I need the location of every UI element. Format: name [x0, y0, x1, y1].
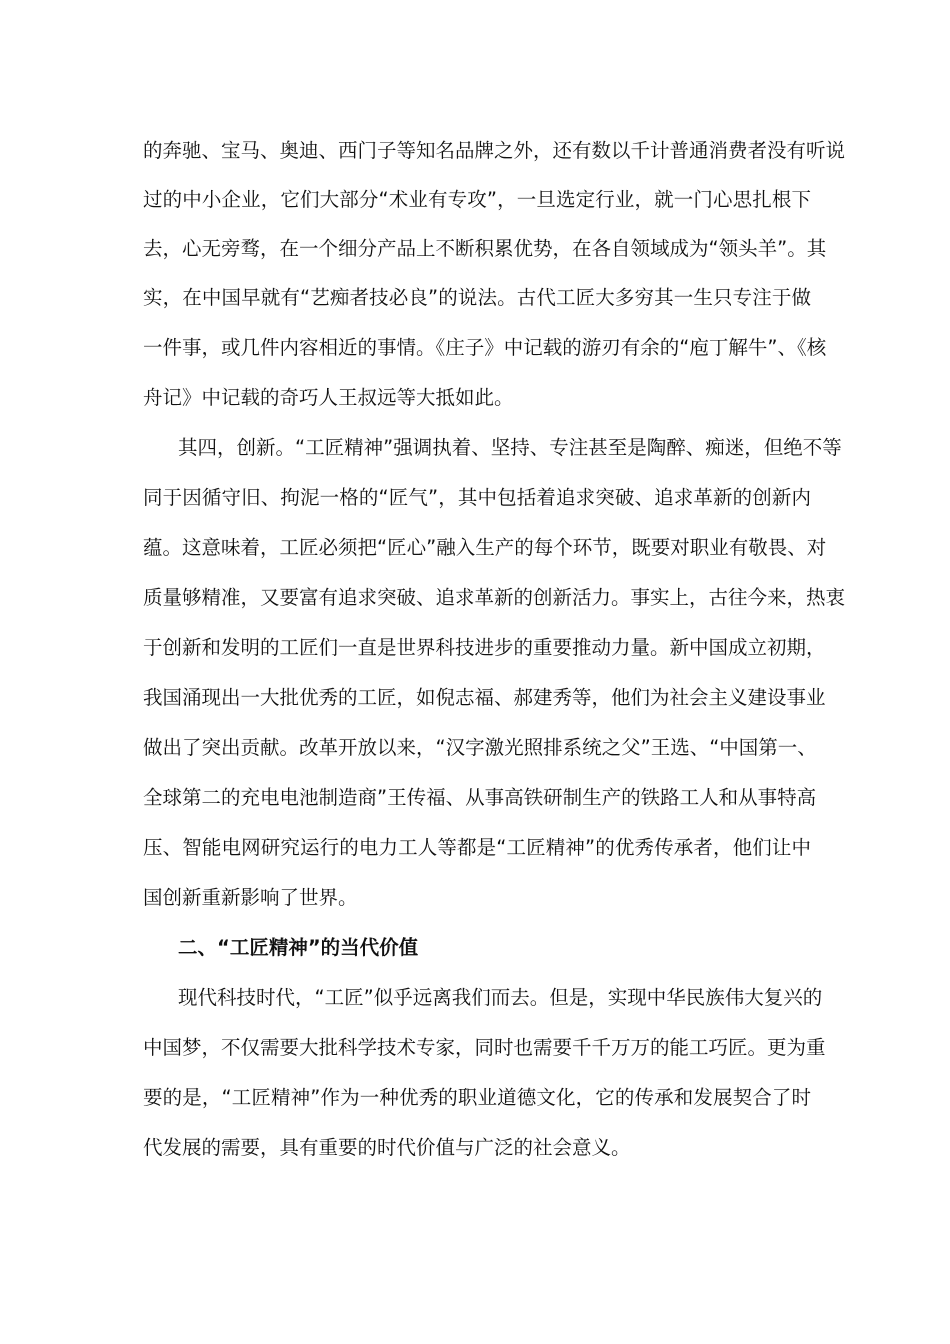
section-heading: 二、“工匠精神”的当代价值 [178, 936, 419, 959]
text-line: 于创新和发明的工匠们一直是世界科技进步的重要推动力量。新中国成立初期， [143, 636, 826, 659]
text-line: 一件事，或几件内容相近的事情。《庄子》中记载的游刃有余的“庖丁解牛”、《核 [143, 336, 827, 359]
text-line: 去，心无旁骛，在一个细分产品上不断积累优势，在各自领域成为“领头羊”。其 [143, 237, 827, 260]
text-line: 的奔驰、宝马、奥迪、西门子等知名品牌之外，还有数以千计普通消费者没有听说 [143, 139, 846, 162]
text-line: 舟记》中记载的奇巧人王叔远等大抵如此。 [143, 386, 514, 409]
text-line: 我国涌现出一大批优秀的工匠，如倪志福、郝建秀等，他们为社会主义建设事业 [143, 686, 826, 709]
text-line: 过的中小企业，它们大部分“术业有专攻”，一旦选定行业，就一门心思扎根下 [143, 188, 811, 211]
text-line: 代发展的需要，具有重要的时代价值与广泛的社会意义。 [143, 1136, 631, 1159]
text-line: 要的是，“工匠精神”作为一种优秀的职业道德文化，它的传承和发展契合了时 [143, 1086, 811, 1109]
text-line: 国创新重新影响了世界。 [143, 886, 358, 909]
text-line: 蕴。这意味着，工匠必须把“匠心”融入生产的每个环节，既要对职业有敬畏、对 [143, 536, 827, 559]
text-line: 同于因循守旧、拘泥一格的“匠气”，其中包括着追求突破、追求革新的创新内 [143, 486, 811, 509]
text-line: 实，在中国早就有“艺痴者技必良”的说法。古代工匠大多穷其一生只专注于做 [143, 286, 811, 309]
paragraph-start-line: 其四，创新。“工匠精神”强调执着、坚持、专注甚至是陶醉、痴迷，但绝不等 [178, 436, 842, 459]
text-line: 质量够精准，又要富有追求突破、追求革新的创新活力。事实上，古往今来，热衷 [143, 586, 846, 609]
text-line: 压、智能电网研究运行的电力工人等都是“工匠精神”的优秀传承者，他们让中 [143, 836, 811, 859]
text-line: 中国梦，不仅需要大批科学技术专家，同时也需要千千万万的能工巧匠。更为重 [143, 1036, 826, 1059]
text-line: 做出了突出贡献。改革开放以来，“汉字激光照排系统之父”王选、“中国第一、 [143, 736, 817, 759]
text-line: 全球第二的充电电池制造商”王传福、从事高铁研制生产的铁路工人和从事特高 [143, 786, 817, 809]
paragraph-start-line: 现代科技时代，“工匠”似乎远离我们而去。但是，实现中华民族伟大复兴的 [178, 986, 823, 1009]
